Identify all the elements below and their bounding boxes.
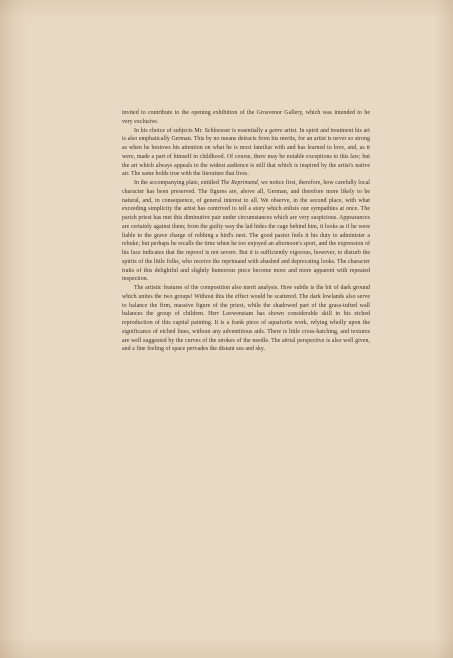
paragraph-4-text: The artistic features of the composition also merit analysis. How subtle is the bit of dark ground which unites the two groups! Without this the effect would be scattered. The dark lowlands also serve to balance the firm, massive figure of the priest, while the shadowed part of the grass-tufted wall balances the group of children. Herr Loewenstam has shown considerable skill in his etched reproduction of this capital painting. It is a frank piece of aquafortis work, relying wholly upon the significance of etched lines, without any adventitious aids. There is little cross-hatching, and textures are well suggested by the curves of the strokes of the needle. The aërial perspective is also well given, and a fine feeling of space pervades the distant sea and sky. — [122, 285, 370, 353]
paragraph-2 — [122, 127, 370, 180]
plate-title: The Reprimand, — [220, 180, 260, 186]
body-text — [122, 109, 370, 354]
paragraph-2-text-a: In his choice of subjects Mr. Schloesser is essentially a — [134, 127, 270, 134]
paragraph-2-text-b: artist. In spirit and treatment his art is also emphatically German. This by no means detracts from his merits, for an artist is never so strong as when he bestows his attention on what he is most familiar with and has learned to love, and, as it were, made a part of himself in childhood. Of course, there may be notable exceptions to this law; but the art which always appeals to the widest audience is still that which is inspired by the artist's native air. The same holds true with the literature that lives. — [122, 127, 370, 178]
paragraph-3 — [122, 179, 370, 284]
genre-emphasis: genre — [269, 127, 283, 134]
paragraph-4 — [122, 284, 370, 354]
paragraph-1 — [122, 109, 370, 127]
paragraph-1-text: invited to contribute to the opening exhibition of the Grosvenor Gallery, which was intended to be very exclusive. — [122, 110, 370, 125]
paragraph-3-text-a: In the accompanying plate, entitled — [134, 180, 221, 186]
paragraph-3-text-b: we notice first, therefore, how carefully local character has been preserved. The figures are, above all, German, and therefore more likely to be natural, and, in consequence, of general interest to all. We observe, in the second place, with what exceeding simplicity the artist has contrived to tell a story which enlists our sympathies at once. The parish priest has met this diminutive pair under circumstances which are very suspicious. Appearances are certainly against them; from the guilty way the lad hides the cage behind him, it looks as if he were liable to the grave charge of robbing a bird's nest. The good pastor feels it his duty to administer a rebuke; but perhaps he recalls the time when he too enjoyed an afternoon's sport, and the expression of his face indicates that the reproof is not severe. But it is sufficiently vigorous, however, to disturb the spirits of the little folks, who receive the reprimand with abashed and deprecating looks. The character traits of this delightful and slightly humorous piece become more and more apparent with repeated inspection. — [122, 180, 370, 283]
